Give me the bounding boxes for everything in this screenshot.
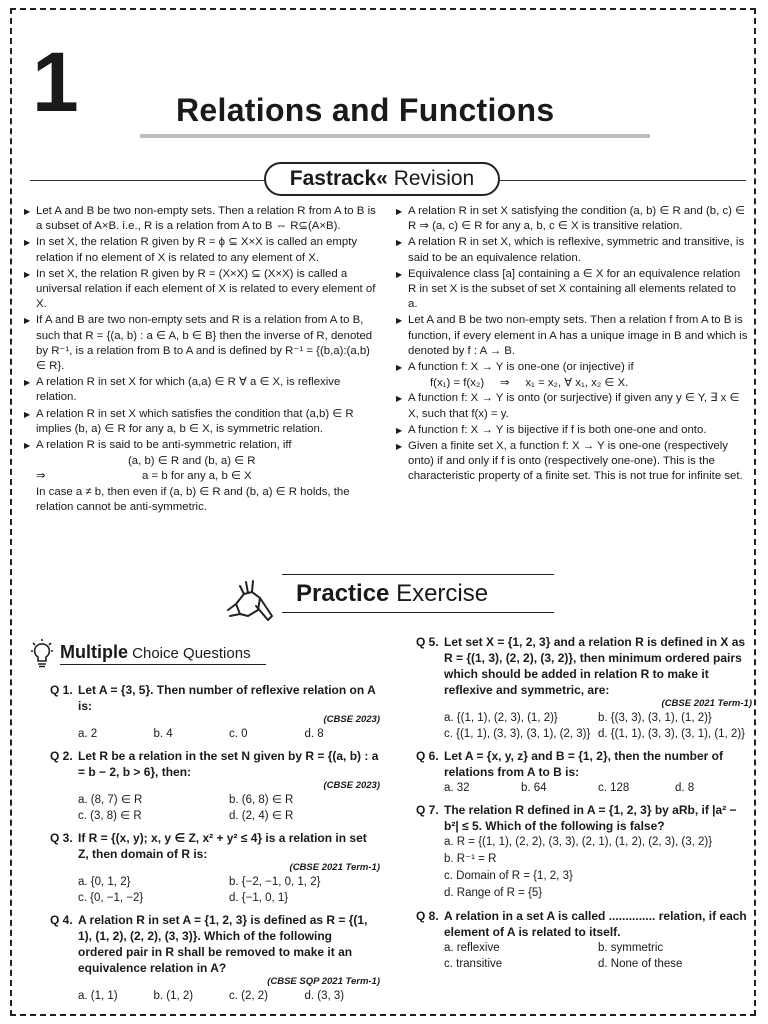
practice-bold: Practice — [296, 580, 390, 607]
revision-label: Revision — [393, 167, 475, 190]
question-number: Q 6. — [416, 749, 439, 763]
answer-option[interactable]: b. (6, 8) ∈ R — [229, 794, 294, 806]
practice-rule-top — [282, 574, 554, 575]
question-stem: If R = {(x, y); x, y ∈ Z, x² + y² ≤ 4} is a relation in set Z, then domain of R is: — [78, 831, 367, 861]
question-block — [416, 634, 752, 742]
answer-option[interactable]: a. (1, 1) — [78, 990, 118, 1002]
answer-option[interactable]: c. transitive — [444, 958, 503, 970]
question-block — [416, 802, 752, 902]
question-number: Q 8. — [416, 909, 439, 923]
title-underline — [140, 134, 650, 138]
revision-rule-right — [500, 180, 746, 181]
writing-hand-icon — [222, 570, 278, 626]
implies-arrow: ⇒ — [36, 470, 46, 483]
question-block — [50, 748, 380, 824]
anti-symmetric-line2 — [24, 469, 380, 484]
question-stem: The relation R defined in A = {1, 2, 3} by aRb, if |a² − b²| ≤ 5. Which of the following is false? — [444, 803, 737, 833]
answer-option[interactable]: d. (2, 4) ∈ R — [229, 810, 294, 822]
answer-option[interactable]: a. {0, 1, 2} — [78, 876, 131, 888]
revision-point: ▶ A relation R in set X satisfying the condition (a, b) ∈ R and (b, c) ∈ R ⇒ (a, c) ∈ R for any a, b, c ∈ X is transitive relation. — [396, 204, 748, 234]
revision-point: ▶ A function f: X → Y is one-one (or injective) if — [396, 360, 748, 375]
question-stem: Let A = {3, 5}. Then number of reflexive relation on A is: — [78, 683, 376, 713]
answer-option[interactable]: a. {(1, 1), (2, 3), (1, 2)} — [444, 712, 558, 724]
answer-option[interactable]: d. {−1, 0, 1} — [229, 892, 289, 904]
answer-option[interactable]: c. 0 — [229, 728, 248, 740]
revision-left-column — [24, 204, 380, 515]
question-text — [50, 748, 380, 780]
answer-option[interactable]: c. {(1, 1), (3, 3), (3, 1), (2, 3)} — [444, 728, 591, 740]
question-number: Q 7. — [416, 803, 439, 817]
revision-point: ▶ Equivalence class [a] containing a ∈ X for an equivalence relation R in set X is the subset of set X containing all elements related to a. — [396, 267, 748, 313]
anti-symmetric-line1: (a, b) ∈ R and (b, a) ∈ R — [128, 455, 256, 468]
answer-option[interactable]: c. (3, 8) ∈ R — [78, 810, 142, 822]
injective-formula: f(x₁) = f(x₂) ⇒ x₁ = x₂, ∀ x₁, x₂ ∈ X. — [430, 377, 629, 390]
revision-point: ▶ Given a finite set X, a function f: X → Y is one-one (respectively onto) if and only if f is onto (respectively one-one). This is the characteristic property of a finite set. This is not true for infinite set. — [396, 439, 748, 485]
mcq-heading — [60, 642, 251, 663]
answer-option[interactable]: c. Domain of R = {1, 2, 3} — [444, 870, 573, 882]
question-block — [50, 912, 380, 1004]
question-number: Q 3. — [50, 831, 73, 845]
question-number: Q 5. — [416, 635, 439, 649]
mcq-underline — [60, 664, 266, 665]
question-stem: A relation R in set A = {1, 2, 3} is defined as R = {(1, 1), (1, 2), (2, 2), (3, 3)}. Which of the following ordered pair in R shall be removed to make it an equivalence relation in A? — [78, 913, 368, 975]
answer-options — [416, 940, 752, 972]
revision-point: ▶ Let A and B be two non-empty sets. Then a relation f from A to B is function, if every element in A has a unique image in B and which is denoted by f : A → B. — [396, 313, 748, 359]
mcq-rest: Choice Questions — [128, 645, 251, 662]
question-source: (CBSE 2023) — [323, 780, 380, 791]
revision-brand: Fastrack — [289, 167, 377, 190]
practice-rest: Exercise — [389, 580, 489, 607]
question-source: (CBSE 2021 Term-1) — [289, 862, 380, 873]
answer-options — [50, 874, 380, 906]
answer-option[interactable]: a. 32 — [444, 782, 470, 794]
question-source: (CBSE 2021 Term-1) — [661, 698, 752, 709]
revision-point: ▶ A function f: X → Y is onto (or surjective) if given any y ∈ Y, ∃ x ∈ X, such that f(x) = y. — [396, 391, 748, 421]
question-block — [50, 682, 380, 742]
answer-options — [416, 834, 752, 902]
answer-options — [416, 780, 752, 796]
anti-symmetric-note: In case a ≠ b, then even if (a, b) ∈ R and (b, a) ∈ R holds, the relation cannot be anti-symmetric. — [36, 485, 350, 513]
question-source: (CBSE 2023) — [323, 714, 380, 725]
revision-point: ▶ A function f: X → Y is bijective if f is both one-one and onto. — [396, 423, 748, 438]
answer-options — [416, 710, 752, 742]
answer-option[interactable]: a. reflexive — [444, 942, 500, 954]
question-text — [50, 682, 380, 714]
revision-point: ▶ In set X, the relation R given by R = ϕ ⊆ X×X is called an empty relation if no element of X is related to any element of X. — [24, 235, 380, 265]
lightbulb-icon — [30, 638, 54, 668]
answer-option[interactable]: b. (1, 2) — [153, 990, 194, 1002]
mcq-bold: Multiple — [60, 642, 128, 662]
revision-point: ▶ A relation R is said to be anti-symmetric relation, iff — [24, 438, 380, 453]
question-block — [416, 748, 752, 796]
question-text — [416, 908, 752, 940]
practice-heading — [296, 580, 488, 608]
answer-option[interactable]: b. R⁻¹ = R — [444, 853, 497, 865]
questions-left-column — [50, 676, 380, 1004]
answer-option[interactable]: d. (3, 3) — [304, 990, 345, 1002]
chapter-title: Relations and Functions — [176, 92, 555, 128]
question-text — [416, 748, 752, 780]
revision-point: ▶ A relation R in set X, which is reflexive, symmetric and transitive, is said to be an equivalence relation. — [396, 235, 748, 265]
question-stem: A relation in a set A is called .............. relation, if each element of A is related to itself. — [444, 909, 747, 939]
question-number: Q 2. — [50, 749, 73, 763]
question-text — [50, 830, 380, 862]
answer-option[interactable]: d. {(1, 1), (3, 3), (3, 1), (1, 2)} — [598, 728, 746, 740]
answer-options — [50, 792, 380, 824]
answer-option[interactable]: b. symmetric — [598, 942, 664, 954]
question-block — [50, 830, 380, 906]
revision-point: ▶ A relation R in set X for which (a,a) ∈ R ∀ a ∈ X, is reflexive relation. — [24, 375, 380, 405]
question-number: Q 1. — [50, 683, 73, 697]
question-text — [50, 912, 380, 976]
chapter-number: 1 — [32, 35, 79, 129]
answer-option[interactable]: b. 64 — [521, 782, 547, 794]
answer-options — [50, 726, 380, 742]
revision-point: ▶ Let A and B be two non-empty sets. Then a relation R from A to B is a subset of A×B. i.e., R is a relation from A to B ⇔ R⊆(A×B). — [24, 204, 380, 234]
answer-option[interactable]: d. Range of R = {5} — [444, 887, 543, 899]
revision-badge — [264, 162, 500, 196]
questions-right-column — [416, 628, 752, 972]
revision-point: ▶ In set X, the relation R given by R = (X×X) ⊆ (X×X) is called a universal relation if each element of X is related to every element of X. — [24, 267, 380, 313]
answer-option[interactable]: c. 128 — [598, 782, 630, 794]
answer-option[interactable]: d. None of these — [598, 958, 683, 970]
answer-option[interactable]: a. 2 — [78, 728, 98, 740]
revision-mark: « — [376, 167, 388, 190]
question-block — [416, 908, 752, 972]
revision-rule-left — [30, 180, 264, 181]
answer-options — [50, 988, 380, 1004]
answer-option[interactable]: a. (8, 7) ∈ R — [78, 794, 143, 806]
practice-rule-bottom — [282, 612, 554, 613]
question-number: Q 4. — [50, 913, 73, 927]
answer-option[interactable]: b. {−2, −1, 0, 1, 2} — [229, 876, 321, 888]
anti-symmetric-conclusion: a = b for any a, b ∈ X — [142, 470, 252, 483]
answer-option[interactable]: b. 4 — [153, 728, 173, 740]
question-stem: Let R be a relation in the set N given by R = {(a, b) : a = b − 2, b > 6}, then: — [78, 749, 379, 779]
answer-option[interactable]: d. 8 — [675, 782, 695, 794]
question-stem: Let A = {x, y, z} and B = {1, 2}, then the number of relations from A to B is: — [444, 749, 723, 779]
question-text — [416, 634, 752, 698]
revision-point: ▶ If A and B are two non-empty sets and R is a relation from A to B, such that R = {(a, b) : a ∈ A, b ∈ B} then the inverse of R, denoted by R⁻¹, is a relation from B to A and is defined by R⁻¹ = {(b,a):(a,b) ∈ R}. — [24, 313, 380, 374]
answer-option[interactable]: b. {(3, 3), (3, 1), (1, 2)} — [598, 712, 712, 724]
revision-point: ▶ A relation R in set X which satisfies the condition that (a,b) ∈ R implies (b, a) ∈ R for any a, b ∈ X, is symmetric relation. — [24, 407, 380, 437]
revision-right-column — [396, 204, 748, 486]
answer-option[interactable]: c. (2, 2) — [229, 990, 268, 1002]
question-text — [416, 802, 752, 834]
answer-option[interactable]: d. 8 — [304, 728, 324, 740]
question-source: (CBSE SQP 2021 Term-1) — [267, 976, 380, 987]
answer-option[interactable]: a. R = {(1, 1), (2, 2), (3, 3), (2, 1), (1, 2), (2, 3), (3, 2)} — [444, 836, 713, 848]
question-stem: Let set X = {1, 2, 3} and a relation R is defined in X as R = {(1, 3), (2, 2), (3, 2)}, then minimum ordered pairs which should be added in relation R to make it reflexive and symmetric, are: — [444, 635, 746, 697]
answer-option[interactable]: c. {0, −1, −2} — [78, 892, 144, 904]
